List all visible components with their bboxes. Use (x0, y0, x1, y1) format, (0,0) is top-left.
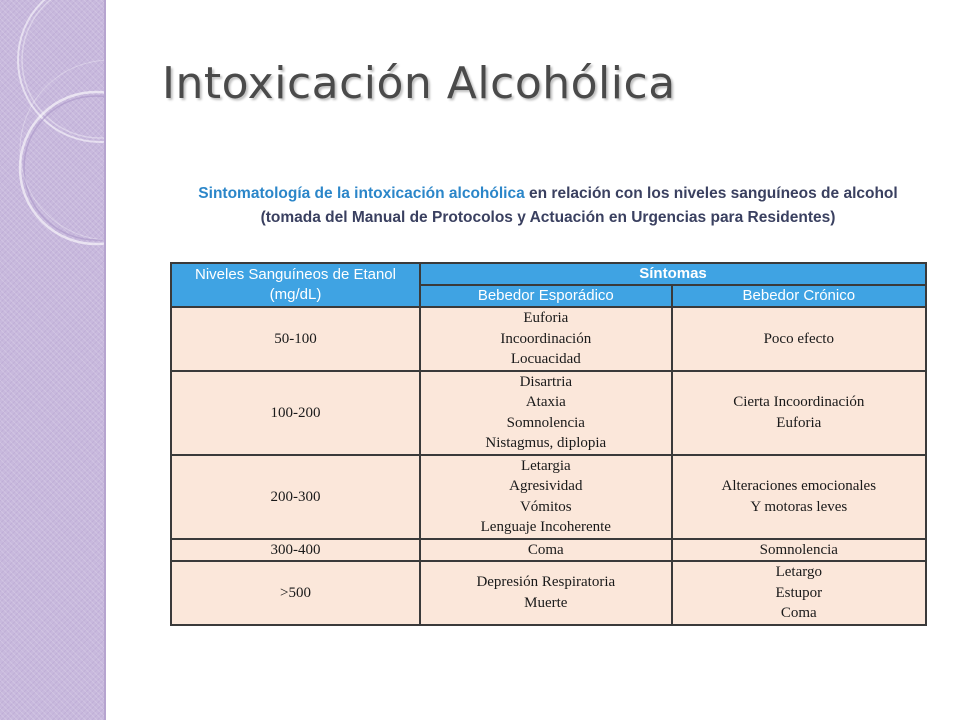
symptom-line: Euforia (523, 310, 569, 326)
table-row (171, 455, 926, 539)
caption-rest: en relación con los niveles sanguíneos de alcohol (tomada del Manual de Protocolos y Actuación en Urgencias para Residentes) (260, 185, 898, 226)
symptom-line: Coma (780, 605, 817, 621)
level-cell: 300-400 (171, 539, 420, 562)
header-levels: Niveles Sanguíneos de Etanol (mg/dL) (171, 263, 420, 307)
chronic-symptoms-cell (672, 561, 926, 625)
table-caption (170, 182, 926, 230)
symptom-line: Agresividad (509, 478, 583, 494)
symptom-line: Incoordinación (500, 330, 592, 347)
level-cell: 50-100 (171, 307, 420, 371)
chronic-symptoms-cell (672, 539, 926, 562)
symptom-line: Locuacidad (510, 351, 581, 367)
symptom-line: Lenguaje Incoherente (480, 519, 611, 535)
symptom-line: Coma (527, 541, 564, 558)
table-row (171, 561, 926, 625)
decorative-circles (0, 0, 104, 720)
header-sporadic: Bebedor Esporádico (420, 285, 672, 307)
table-body (171, 307, 926, 625)
table-row (171, 371, 926, 455)
sporadic-symptoms-cell (420, 371, 672, 455)
symptom-line: Vómitos (519, 498, 572, 515)
symptom-line: Alteraciones emocionales (721, 478, 877, 494)
symptom-line: Letargia (520, 457, 571, 474)
symptom-line: Depresión Respiratoria (476, 574, 616, 591)
sporadic-symptoms-cell (420, 561, 672, 625)
chronic-symptoms-cell (672, 371, 926, 455)
symptom-line: Somnolencia (759, 541, 838, 558)
symptom-line: Muerte (524, 594, 568, 611)
symptom-line: Poco efecto (763, 330, 834, 347)
chronic-symptoms-cell (672, 307, 926, 371)
symptom-line: Somnolencia (506, 414, 585, 431)
table-row (171, 307, 926, 371)
slide-title: Intoxicación Alcohólica (162, 58, 676, 109)
table-row (171, 539, 926, 562)
header-symptoms: Síntomas (420, 263, 926, 285)
level-cell: >500 (171, 561, 420, 625)
sporadic-symptoms-cell (420, 307, 672, 371)
caption-highlight: Sintomatología de la intoxicación alcohólica (198, 185, 525, 202)
chronic-symptoms-cell (672, 455, 926, 539)
symptom-line: Cierta Incoordinación (733, 394, 865, 410)
symptom-line: Letargo (775, 564, 822, 580)
sporadic-symptoms-cell (420, 455, 672, 539)
symptoms-table (170, 262, 927, 626)
symptom-line: Estupor (775, 584, 823, 601)
symptom-line: Nistagmus, diplopia (485, 435, 607, 451)
symptom-line: Euforia (776, 414, 822, 431)
symptom-line: Ataxia (525, 394, 566, 410)
sporadic-symptoms-cell (420, 539, 672, 562)
symptom-line: Disartria (519, 373, 573, 390)
level-cell: 200-300 (171, 455, 420, 539)
decorative-sidebar (0, 0, 106, 720)
header-chronic: Bebedor Crónico (672, 285, 926, 307)
symptom-line: Y motoras leves (750, 498, 848, 515)
level-cell: 100-200 (171, 371, 420, 455)
